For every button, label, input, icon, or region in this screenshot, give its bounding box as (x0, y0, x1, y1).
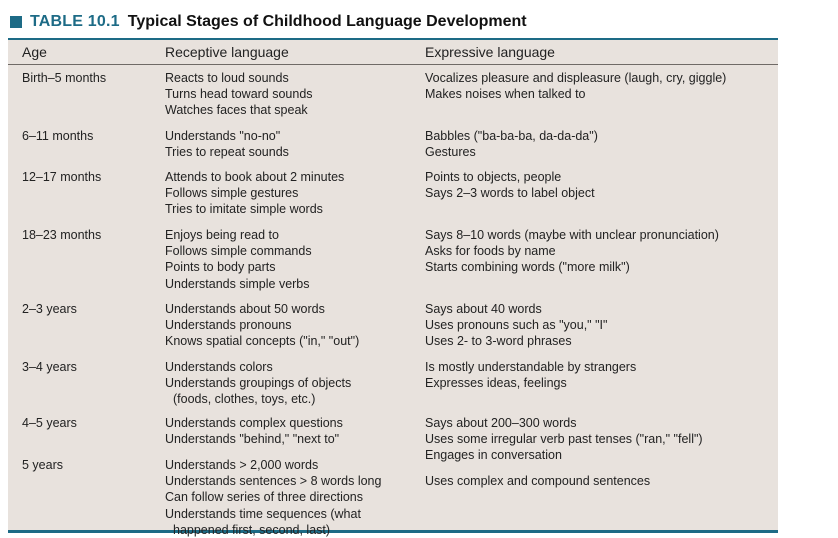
age-cell: Birth–5 months (22, 71, 107, 85)
header-age: Age (22, 44, 47, 60)
receptive-cell: Understands about 50 words Understands pronouns Knows spatial concepts ("in," "out") (165, 302, 360, 349)
receptive-cell: Understands "no-no" Tries to repeat sounds (165, 129, 289, 160)
header-receptive: Receptive language (165, 44, 289, 60)
receptive-cell: Attends to book about 2 minutes Follows simple gestures Tries to imitate simple words (165, 170, 345, 217)
table-frame (8, 8, 778, 537)
age-cell: 3–4 years (22, 360, 77, 374)
table-body (8, 40, 778, 537)
age-cell: 18–23 months (22, 228, 102, 242)
age-cell: 5 years (22, 458, 63, 472)
expressive-cell: Says about 40 words Uses pronouns such as "you," "I" Uses 2- to 3-word phrases (425, 302, 608, 349)
age-cell: 6–11 months (22, 129, 94, 143)
expressive-cell: Points to objects, people Says 2–3 words to label object (425, 170, 595, 201)
expressive-cell: Is mostly understandable by strangers Expresses ideas, feelings (425, 360, 637, 391)
expressive-cell: Says about 200–300 words Uses some irregular verb past tenses ("ran," "fell") Engages in conversation (425, 416, 703, 463)
receptive-cell: Enjoys being read to Follows simple commands Points to body parts Understands simple verbs (165, 228, 312, 291)
receptive-cell: Understands colors Understands groupings of objects (foods, clothes, toys, etc.) (165, 360, 352, 407)
age-cell: 4–5 years (22, 416, 77, 430)
expressive-cell: Uses complex and compound sentences (425, 474, 651, 489)
table-title: Typical Stages of Childhood Language Development (127, 13, 527, 30)
title-square-icon (10, 16, 22, 28)
age-cell: 12–17 months (22, 170, 102, 184)
table-header-row (8, 40, 778, 65)
receptive-cell: Reacts to loud sounds Turns head toward sounds Watches faces that speak (165, 71, 313, 118)
age-cell: 2–3 years (22, 302, 77, 316)
expressive-cell: Says 8–10 words (maybe with unclear pronunciation) Asks for foods by name Starts combining words ("more milk") (425, 228, 719, 275)
receptive-cell: Understands > 2,000 words Understands sentences > 8 words long Can follow series of three directions Understands time sequences (what happened first, second, last) (165, 458, 382, 537)
expressive-cell: Vocalizes pleasure and displeasure (laugh, cry, giggle) Makes noises when talked to (425, 71, 727, 102)
table-title-bar (8, 8, 778, 36)
receptive-cell: Understands complex questions Understands "behind," "next to" (165, 416, 343, 447)
header-expressive: Expressive language (425, 44, 555, 60)
expressive-cell: Babbles ("ba-ba-ba, da-da-da") Gestures (425, 129, 598, 160)
table-number: TABLE 10.1 (30, 13, 120, 30)
